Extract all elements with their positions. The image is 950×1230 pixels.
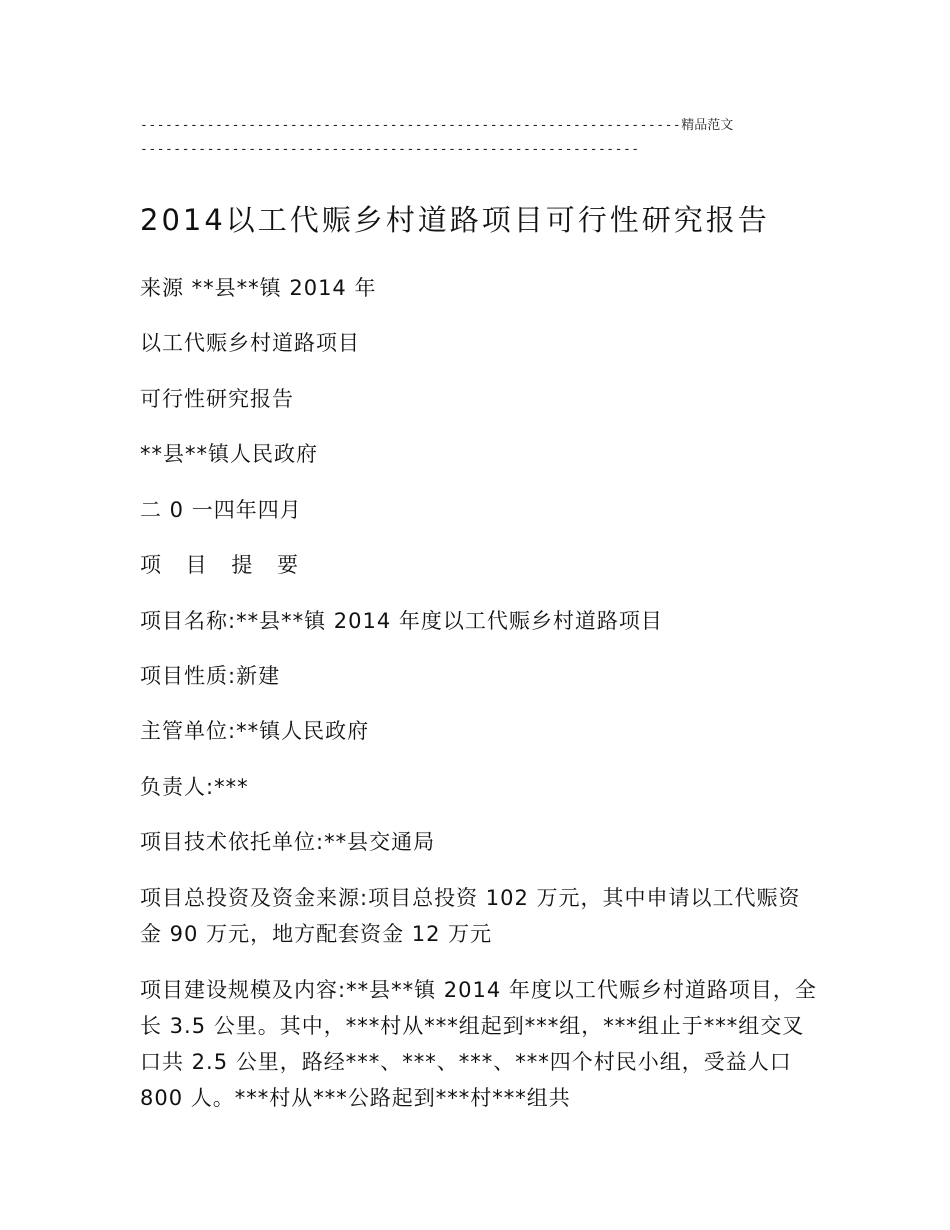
cover-line-project: 以工代赈乡村道路项目 [140,331,360,355]
field-project-name: 项目名称:**县**镇 2014 年度以工代赈乡村道路项目 [140,609,663,633]
field-investment: 项目总投资及资金来源:项目总投资 102 万元，其中申请以工代赈资金 90 万元，地方配套资金 12 万元 [140,886,801,946]
section-heading-summary: 项 目 提 要 [140,553,308,577]
source-line: 来源 **县**镇 2014 年 [140,276,377,300]
field-scale-content: 项目建设规模及内容:**县**镇 2014 年度以工代赈乡村道路项目，全长 3.5 公里。其中，***村从***组起到***组，***组止于***组交叉口共 2.5 公里，路经***、***、***、***四个村民小组，受益人口 800 人。***村从***公路起到***村***组共 [140,978,817,1110]
field-responsible-person: 负责人:*** [140,775,249,799]
header-rule-bottom [140,142,640,158]
field-project-nature: 项目性质:新建 [140,664,281,688]
header-tag: 精品范文 [681,118,734,133]
document-title: 2014以工代赈乡村道路项目可行性研究报告 [140,203,770,237]
field-technical-unit: 项目技术依托单位:**县交通局 [140,830,436,854]
cover-line-date: 二 0 一四年四月 [140,498,302,522]
cover-line-government: **县**镇人民政府 [140,442,318,466]
header-dashes: ----------------------------------------------------------------- [140,118,682,133]
cover-line-report: 可行性研究报告 [140,387,294,411]
field-supervising-unit: 主管单位:**镇人民政府 [140,719,370,743]
header-rule-top [140,118,733,134]
header-dashes-2: ------------------------------------------------------------ [140,142,640,157]
